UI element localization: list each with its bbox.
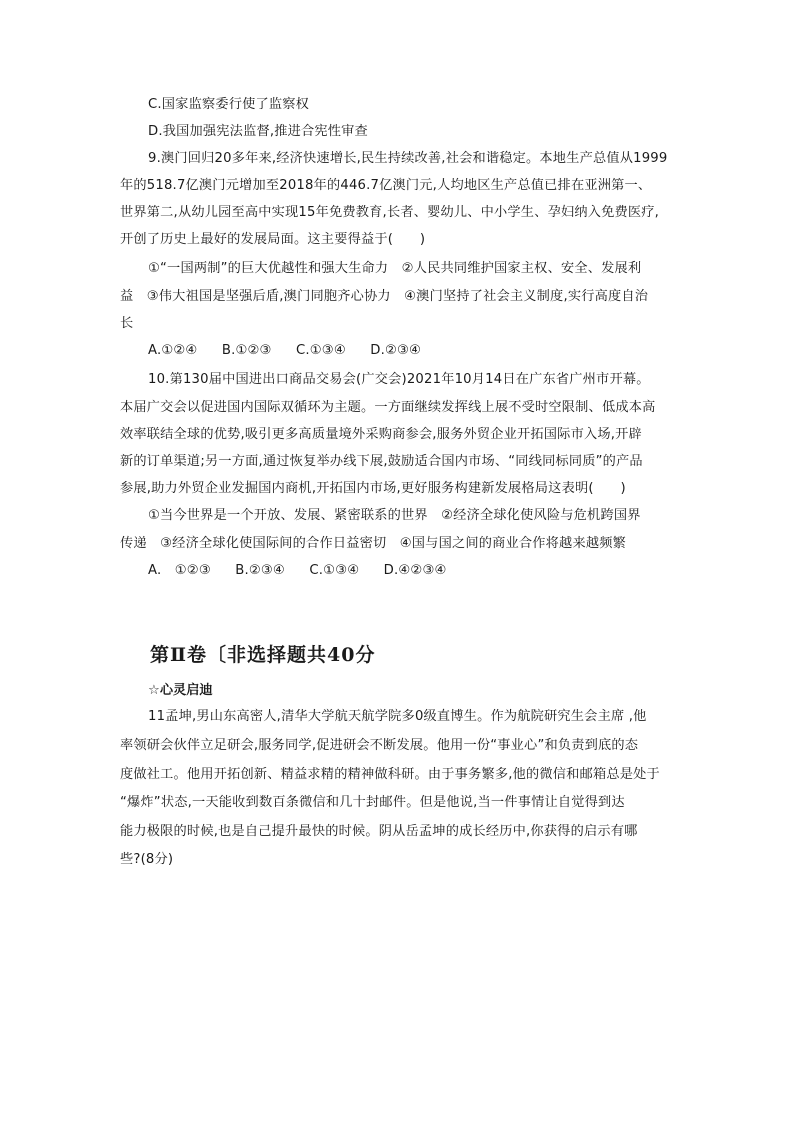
- q11-line-1: 11孟坤,男山东高密人,清华大学航天航学院多0级直博生。作为航院研究生会主席 ,他: [148, 709, 647, 724]
- q10-stem-line-5: 参展,助力外贸企业发掘国内商机,开拓国内市场,更好服务构建新发展格局这表明( ): [120, 481, 626, 496]
- q9-statement-line-2: 益 ③伟大祖国是坚强后盾,澳门同胞齐心协力 ④澳门坚持了社会主义制度,实行高度自治: [120, 289, 649, 304]
- q10-stem-line-2: 本届广交会以促进国内国际双循环为主题。一方面继续发挥线上展不受时空限制、低成本高: [120, 400, 656, 415]
- q9-stem-line-4: 开创了历史上最好的发展局面。这主要得益于( ): [120, 232, 426, 247]
- q11-line-5: 能力极限的时候,也是自己提升最快的时候。阴从岳孟坤的成长经历中,你获得的启示有哪: [120, 824, 638, 839]
- q9-stem-line-2: 年的518.7亿澳门元增加至2018年的446.7亿澳门元,人均地区生产总值已排在亚洲第一、: [120, 178, 652, 193]
- q9-option-c: C.①③④: [295, 343, 346, 358]
- q9-options: [148, 341, 680, 361]
- q8-option-c: C.国家监察委行使了监察权: [148, 97, 310, 112]
- q11-line-2: 率领研会伙伴立足研会,服务同学,促进研会不断发展。他用一份“事业心”和负责到底的态: [120, 738, 639, 753]
- q10-option-c: C.①③④: [309, 563, 360, 578]
- q10-stem-line-3: 效率联结全球的优势,吸引更多高质量境外采购商参会,服务外贸企业开拓国际市入场,开辟: [120, 427, 642, 442]
- q10-stem-line-1: 10.第130届中国进出口商品交易会(广交会)2021年10月14日在广东省广州市开幕。: [148, 372, 650, 387]
- q9-option-d: D.②③④: [370, 343, 422, 358]
- q11-line-6: 些?(8分): [120, 852, 174, 867]
- q11-line-3: 度做社工。他用开拓创新、精益求精的精神做科研。由于事务繁多,他的微信和邮箱总是处于: [120, 767, 660, 782]
- part-2-title: 第Ⅱ卷〔非选择题共40分: [150, 644, 376, 666]
- q10-statement-line-1: ①当今世界是一个开放、发展、紧密联系的世界 ②经济全球化使风险与危机跨国界: [148, 508, 641, 523]
- q9-stem-line-1: 9.澳门回归20多年来,经济快速增长,民生持续改善,社会和谐稳定。本地生产总值从1999: [148, 151, 668, 166]
- q10-stem-line-4: 新的订单渠道;另一方面,通过恢复举办线下展,鼓励适合国内市场、“同线同标同质”的产品: [120, 454, 643, 469]
- q9-option-b: B.①②③: [221, 343, 272, 358]
- q10-option-d: D.④②③④: [383, 563, 447, 578]
- q10-statement-line-2: 传递 ③经济全球化使国际间的合作日益密切 ④国与国之间的商业合作将越来越频繁: [120, 536, 626, 551]
- section-subhead: ☆心灵启迪: [148, 683, 213, 698]
- q9-option-a: A.①②④: [148, 343, 198, 358]
- q10-option-b: B.②③④: [235, 563, 285, 578]
- q9-statement-line-1: ①“一国两制”的巨大优越性和强大生命力 ②人民共同维护国家主权、安全、发展利: [148, 261, 642, 276]
- q8-option-d: D.我国加强宪法监督,推进合宪性审查: [148, 124, 368, 139]
- q10-option-a: A. ①②③: [148, 563, 211, 578]
- q11-line-4: “爆炸”状态,一天能收到数百条微信和几十封邮件。但是他说,当一件事情让自觉得到达: [120, 795, 625, 810]
- q9-stem-line-3: 世界第二,从幼儿园至高中实现15年免费教育,长者、婴幼儿、中小学生、孕妇纳入免费医疗,: [120, 205, 660, 220]
- q10-options: [148, 561, 680, 581]
- q9-statement-line-3: 长: [120, 316, 134, 331]
